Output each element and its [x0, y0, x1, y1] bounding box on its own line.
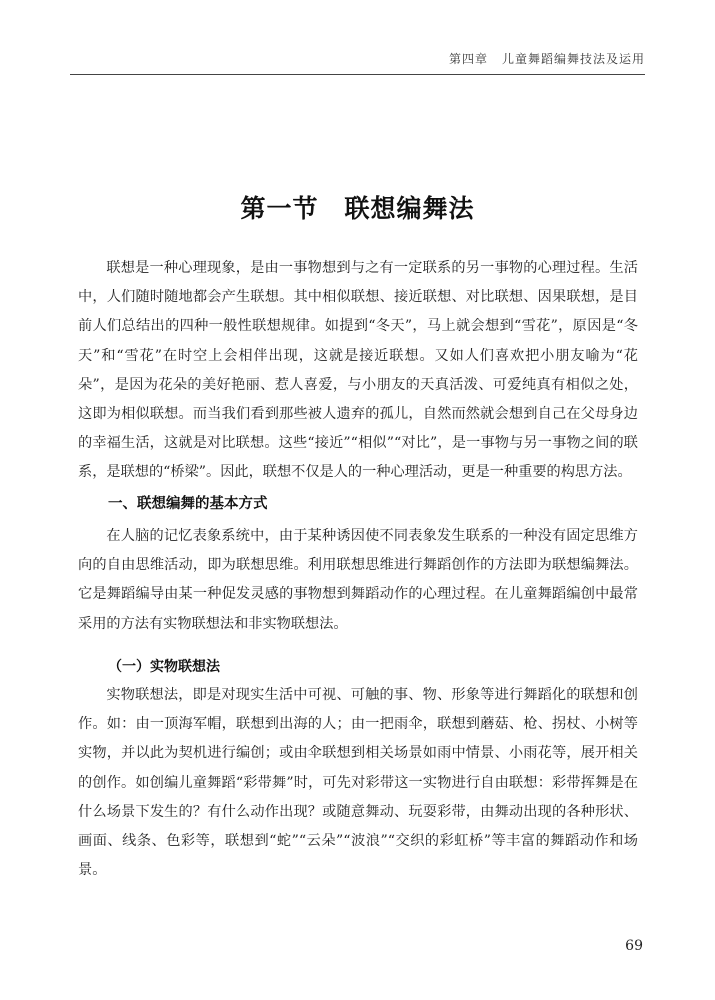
header-rule: [70, 74, 645, 75]
chapter-title: 儿童舞蹈编舞技法及运用: [501, 52, 645, 66]
section-title: [0, 189, 715, 225]
running-header: [449, 50, 645, 67]
section-number: 第一节: [240, 193, 319, 223]
subsection-1-heading: 一、联想编舞的基本方式: [108, 496, 268, 512]
page-number: 69: [625, 938, 643, 954]
chapter-number: 第四章: [448, 52, 488, 66]
intro-paragraph: 联想是一种心理现象，是由一事物想到与之有一定联系的另一事物的心理过程。生活中，人们随时随地都会产生联想。其中相似联想、接近联想、对比联想、因果联想，是目前人们总结出的四种一般性联想规律。如提到“冬天”，马上就会想到“雪花”，原因是“冬天”和“雪花”在时空上会相伴出现，这就是接近联想。又如人们喜欢把小朋友喻为“花朵”，是因为花朵的美好艳丽、惹人喜爱，与小朋友的天真活泼、可爱纯真有相似之处，这即为相似联想。而当我们看到那些被人遗弃的孤儿，自然而然就会想到自己在父母身边的幸福生活，这就是对比联想。这些“接近”“相似”“对比”，是一事物与另一事物之间的联系，是联想的“桥梁”。因此，联想不仅是人的一种心理活动，更是一种重要的构思方法。: [78, 260, 638, 481]
subsection-2-paragraph: 实物联想法，即是对现实生活中可视、可触的事、物、形象等进行舞蹈化的联想和创作。如：由一顶海军帽，联想到出海的人；由一把雨伞，联想到蘑菇、枪、拐杖、小树等实物，并以此为契机进行编创；或由伞联想到相关场景如雨中情景、小雨花等，展开相关的创作。如创编儿童舞蹈“彩带舞”时，可先对彩带这一实物进行自由联想：彩带挥舞是在什么场景下发生的？有什么动作出现？或随意舞动、玩耍彩带，由舞动出现的各种形状、画面、线条、色彩等，联想到“蛇”“云朵”“波浪”“交织的彩虹桥”等丰富的舞蹈动作和场景。: [78, 687, 638, 879]
subsection-1-paragraph: 在人脑的记忆表象系统中，由于某种诱因使不同表象发生联系的一种没有固定思维方向的自由思维活动，即为联想思维。利用联想思维进行舞蹈创作的方法即为联想编舞法。它是舞蹈编导由某一种促发灵感的事物想到舞蹈动作的心理过程。在儿童舞蹈编创中最常采用的方法有实物联想法和非实物联想法。: [78, 528, 638, 632]
subsection-2-heading: （一）实物联想法: [108, 659, 220, 675]
section-name: 联想编舞法: [344, 193, 475, 223]
